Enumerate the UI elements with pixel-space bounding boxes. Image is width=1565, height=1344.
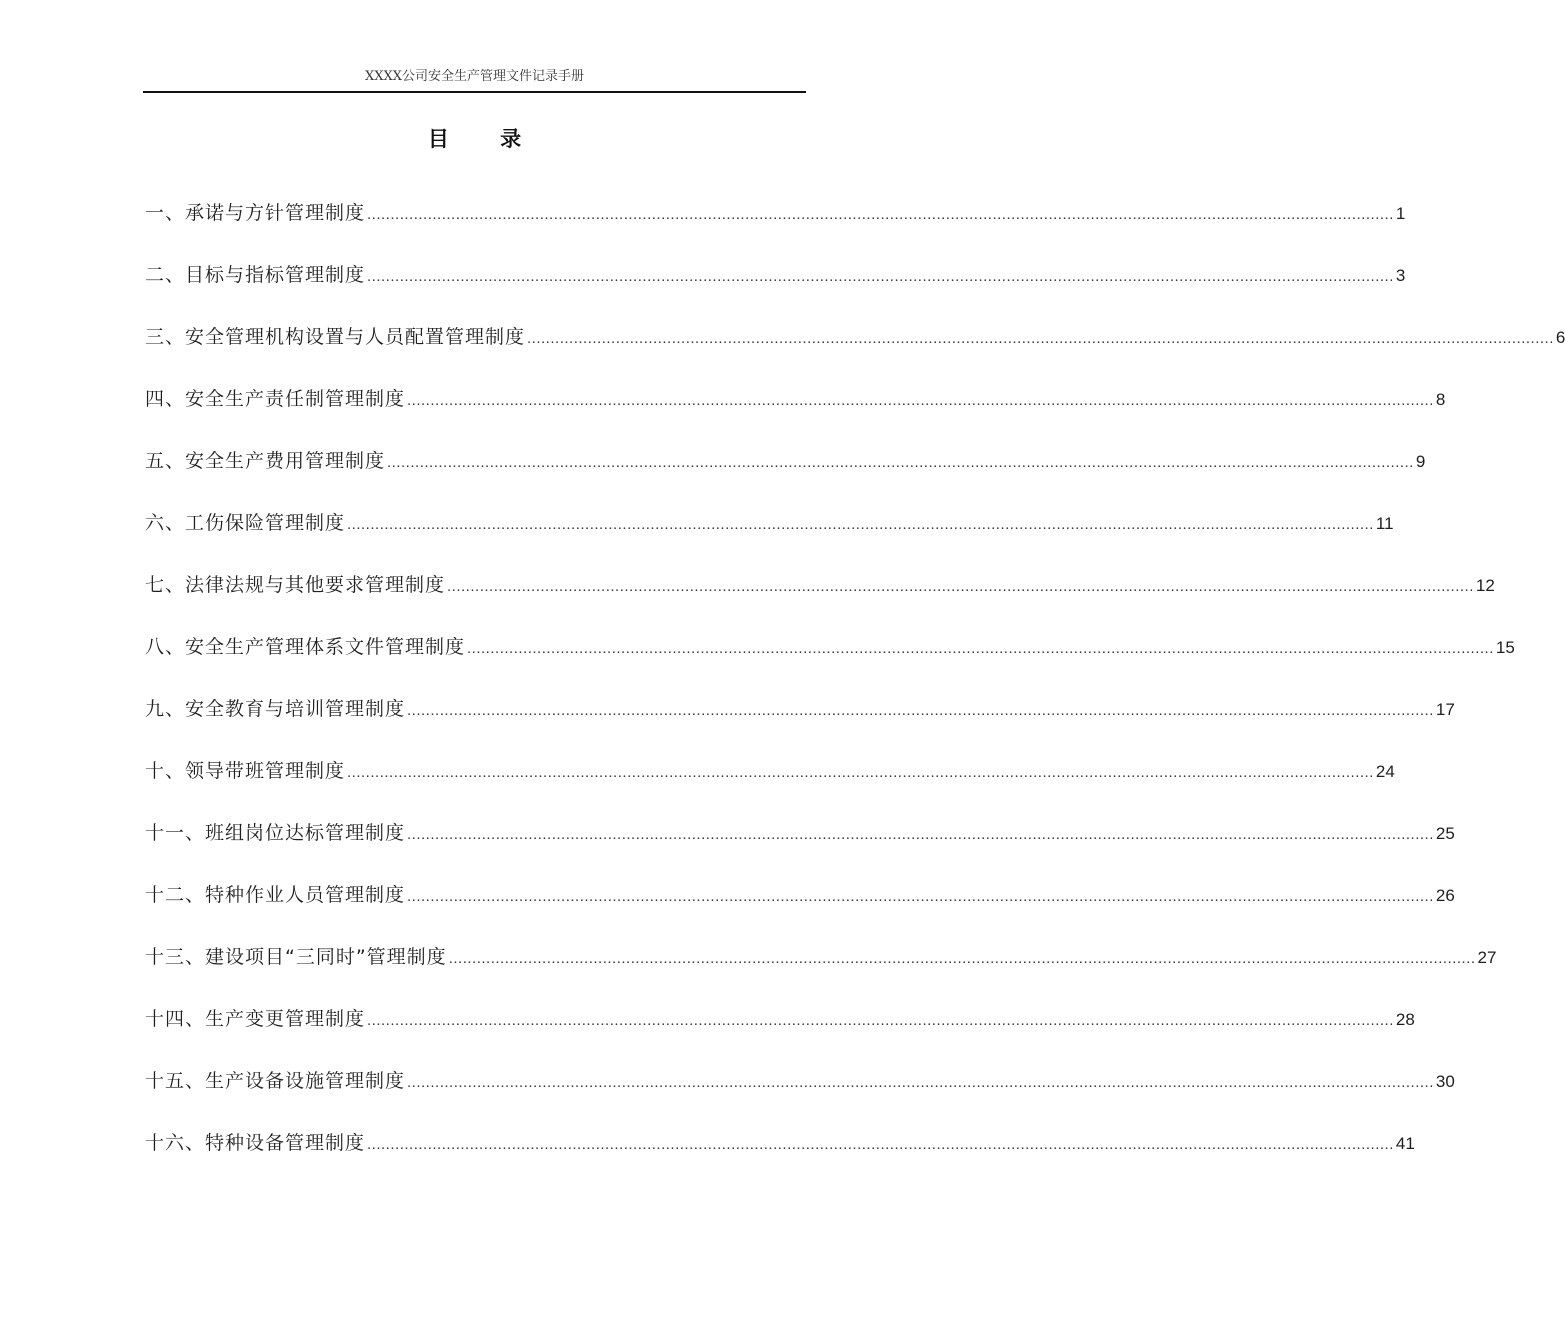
toc-leader-dots: ............................................................................................................................................................................................................................ <box>407 826 1434 843</box>
toc-leader-dots: ............................................................................................................................................................................................................................ <box>407 1074 1434 1091</box>
toc-leader-dots: ............................................................................................................................................................................................................................ <box>407 392 1434 409</box>
toc-entry-title: 三、安全管理机构设置与人员配置管理制度 <box>145 326 526 348</box>
toc-entry-title: 十五、生产设备设施管理制度 <box>145 1070 406 1092</box>
toc-entry-title: 一、承诺与方针管理制度 <box>145 202 366 224</box>
toc-entry[interactable] <box>145 1126 1415 1188</box>
toc-entry-title: 十、领导带班管理制度 <box>145 760 346 782</box>
toc-page-number: 8 <box>1435 390 1446 409</box>
toc-entry-title: 五、安全生产费用管理制度 <box>145 450 386 472</box>
toc-title: 目 录 <box>427 126 544 151</box>
toc-entry[interactable] <box>145 444 1426 506</box>
toc-entry[interactable] <box>145 1064 1455 1126</box>
toc-page-number: 26 <box>1435 886 1455 905</box>
toc-page-number: 15 <box>1495 638 1515 657</box>
toc-page-number: 12 <box>1475 576 1495 595</box>
toc-entry[interactable] <box>145 692 1455 754</box>
toc-leader-dots: ............................................................................................................................................................................................................................ <box>447 578 1474 595</box>
toc-entry[interactable] <box>145 196 1406 258</box>
toc-page-number: 6 <box>1555 328 1565 347</box>
toc-page-number: 41 <box>1395 1134 1415 1153</box>
toc-entry[interactable] <box>145 320 1565 382</box>
toc-page-number: 9 <box>1415 452 1426 471</box>
toc-page-number: 28 <box>1395 1010 1415 1029</box>
toc-entry-title: 十一、班组岗位达标管理制度 <box>145 822 406 844</box>
toc-entry-title: 八、安全生产管理体系文件管理制度 <box>145 636 466 658</box>
toc-leader-dots: ............................................................................................................................................................................................................................ <box>367 1012 1394 1029</box>
toc-entry[interactable] <box>145 382 1446 444</box>
toc-leader-dots: ............................................................................................................................................................................................................................ <box>367 1136 1394 1153</box>
toc-entry-title: 七、法律法规与其他要求管理制度 <box>145 574 446 596</box>
toc-entry-title: 十二、特种作业人员管理制度 <box>145 884 406 906</box>
toc-entry-title: 十六、特种设备管理制度 <box>145 1132 366 1154</box>
toc-page-number: 27 <box>1477 948 1497 967</box>
page-header: XXXX公司安全生产管理文件记录手册 <box>143 66 806 93</box>
toc-list <box>145 196 1565 1188</box>
toc-entry[interactable] <box>145 1002 1415 1064</box>
toc-page-number: 30 <box>1435 1072 1455 1091</box>
toc-leader-dots: ............................................................................................................................................................................................................................ <box>407 702 1434 719</box>
toc-entry-title: 六、工伤保险管理制度 <box>145 512 346 534</box>
toc-leader-dots: ............................................................................................................................................................................................................................ <box>347 764 1374 781</box>
toc-leader-dots: ............................................................................................................................................................................................................................ <box>367 206 1394 223</box>
toc-leader-dots: ............................................................................................................................................................................................................................ <box>347 516 1374 533</box>
toc-page-number: 1 <box>1395 204 1406 223</box>
toc-leader-dots: ............................................................................................................................................................................................................................ <box>387 454 1414 471</box>
toc-leader-dots: ............................................................................................................................................................................................................................ <box>527 330 1554 347</box>
toc-entry[interactable] <box>145 630 1515 692</box>
toc-entry[interactable] <box>145 506 1394 568</box>
toc-leader-dots: ............................................................................................................................................................................................................................ <box>367 268 1394 285</box>
toc-page-number: 11 <box>1375 514 1394 533</box>
toc-page-number: 25 <box>1435 824 1455 843</box>
toc-leader-dots: ............................................................................................................................................................................................................................ <box>448 950 1476 967</box>
toc-entry[interactable] <box>145 568 1495 630</box>
toc-entry[interactable] <box>145 878 1455 940</box>
toc-leader-dots: ............................................................................................................................................................................................................................ <box>407 888 1434 905</box>
toc-entry[interactable] <box>145 816 1455 878</box>
toc-entry[interactable] <box>145 754 1395 816</box>
toc-page-number: 3 <box>1395 266 1406 285</box>
toc-entry-title: 二、目标与指标管理制度 <box>145 264 366 286</box>
toc-leader-dots: ............................................................................................................................................................................................................................ <box>467 640 1494 657</box>
toc-entry-title: 十三、建设项目“三同时”管理制度 <box>145 946 447 968</box>
toc-page-number: 24 <box>1375 762 1395 781</box>
toc-entry[interactable] <box>145 258 1406 320</box>
toc-entry-title: 十四、生产变更管理制度 <box>145 1008 366 1030</box>
toc-entry-title: 九、安全教育与培训管理制度 <box>145 698 406 720</box>
toc-page-number: 17 <box>1435 700 1455 719</box>
toc-entry-title: 四、安全生产责任制管理制度 <box>145 388 406 410</box>
toc-entry[interactable] <box>145 940 1497 1002</box>
